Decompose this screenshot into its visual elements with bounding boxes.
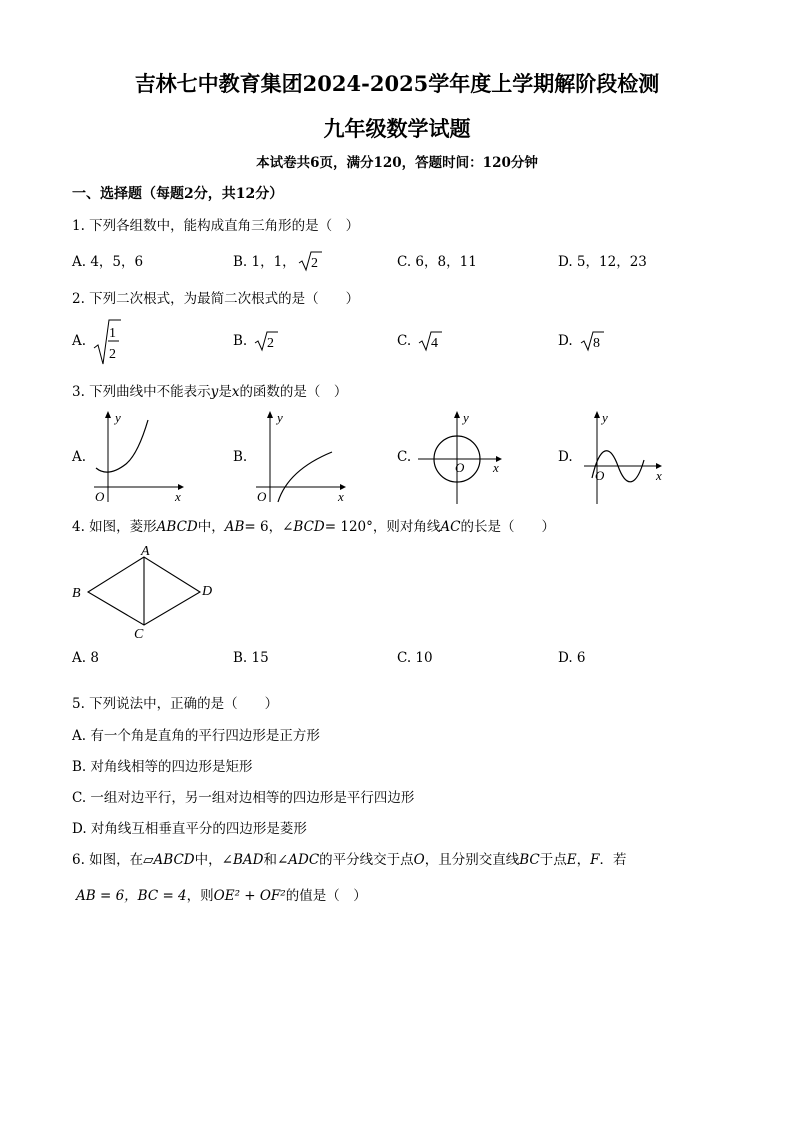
q5-option-c: C. 一组对边平行，另一组对边相等的四边形是平行四边形 — [72, 790, 415, 806]
q4-stem-part: = 6， — [244, 519, 283, 535]
q4-stem-part: 中， — [197, 519, 225, 535]
q6-text: 6. 如图，在 — [72, 852, 144, 868]
q2-a-denominator: 2 — [109, 347, 116, 362]
vertex-d-label: D — [202, 584, 213, 599]
q4-rhombus-figure — [70, 540, 220, 642]
exam-title: 吉林七中教育集团2024-2025学年度上学期解阶段检测 — [134, 71, 660, 96]
q4-ab: AB — [224, 519, 245, 535]
q6-text: 中， — [194, 852, 222, 868]
q2-option-d-radical — [580, 330, 606, 352]
q5-option-b: B. 对角线相等的四边形是矩形 — [72, 759, 253, 775]
sqrt-symbol — [298, 250, 322, 272]
radical-sign — [298, 250, 322, 272]
q1-option-c: C. 6，8，11 — [397, 254, 477, 270]
q6-text: ，且分别交直线 — [424, 852, 520, 868]
q6-angle-bad: ∠BAD — [221, 852, 264, 868]
q2-option-a-label: A. — [72, 333, 87, 349]
exam-info: 本试卷共6页，满分120，答题时间：120分钟 — [256, 155, 538, 171]
q3-c-origin: O — [455, 460, 465, 475]
q3-b-x-label: x — [338, 489, 344, 504]
q4-option-d: D. 6 — [558, 650, 586, 666]
q2-option-b-radical — [254, 330, 280, 352]
q3-a-y-label: y — [115, 410, 121, 425]
q4-stem-part: 的长是（ ） — [460, 519, 555, 535]
q2-a-numerator: 1 — [109, 326, 116, 341]
q3-graph-d — [580, 408, 670, 504]
q2-option-b-label: B. — [233, 333, 248, 349]
q4-stem-part: 4. 如图，菱形 — [72, 519, 157, 535]
q6-text: 的值是（ ） — [285, 888, 367, 904]
vertex-b-label: B — [72, 586, 81, 601]
q3-b-origin: O — [257, 489, 267, 504]
q3-graph-b — [252, 408, 352, 504]
vertex-c-label: C — [134, 627, 144, 642]
q3-option-a-label: A. — [72, 449, 87, 465]
section-heading: 一、选择题（每题2分，共12分） — [72, 186, 284, 202]
q1-option-b-text: B. 1，1， — [233, 254, 296, 270]
q3-var-y: y — [210, 384, 219, 400]
q3-stem-part: 是 — [218, 384, 232, 400]
q3-graph-a — [88, 408, 188, 504]
q6-point-o: O — [413, 852, 425, 868]
q3-d-y-label: y — [602, 410, 608, 425]
q3-d-origin: O — [595, 468, 605, 483]
q3-b-y-label: y — [277, 410, 283, 425]
q3-a-origin: O — [95, 489, 105, 504]
q6-line-bc: BC — [519, 852, 540, 868]
question-4-stem — [72, 515, 555, 535]
q3-a-x-label: x — [175, 489, 181, 504]
q6-text: ， — [576, 852, 591, 868]
q4-option-c: C. 10 — [397, 650, 433, 666]
q3-var-x: x — [231, 384, 240, 400]
q2-c-radicand: 4 — [431, 336, 438, 351]
question-3-stem — [72, 380, 347, 400]
q4-option-b: B. 15 — [233, 650, 269, 666]
q6-text: ，则 — [186, 888, 214, 904]
q2-b-radicand: 2 — [267, 336, 274, 351]
q6-text: ．若 — [599, 852, 627, 868]
q5-option-d: D. 对角线互相垂直平分的四边形是菱形 — [72, 821, 307, 837]
vertex-a-label: A — [141, 544, 150, 559]
q4-abcd: ABCD — [156, 519, 198, 535]
q4-ac: AC — [440, 519, 461, 535]
q1-option-d: D. 5，12，23 — [558, 254, 647, 270]
question-5-stem: 5. 下列说法中，正确的是（ ） — [72, 696, 279, 712]
q6-angle-adc: ∠ADC — [276, 852, 320, 868]
question-6-line-1 — [72, 848, 627, 868]
q3-stem-part: 的函数的是（ ） — [239, 384, 348, 400]
q6-parallelogram: ▱ABCD — [143, 852, 195, 868]
q5-option-a: A. 有一个角是直角的平行四边形是正方形 — [72, 728, 320, 744]
q4-stem-part: = 120°，则对角线 — [324, 519, 441, 535]
q3-c-y-label: y — [463, 410, 469, 425]
q6-expression: OE² + OF² — [213, 888, 286, 904]
q2-option-c-radical — [418, 330, 444, 352]
q3-option-d-label: D. — [558, 449, 573, 465]
q6-point-f: F — [590, 852, 600, 868]
q6-text: 的平分线交于点 — [319, 852, 414, 868]
q2-option-d-label: D. — [558, 333, 573, 349]
question-1-stem: 1. 下列各组数中，能构成直角三角形的是（ ） — [72, 218, 360, 234]
q6-text: 和 — [263, 852, 277, 868]
q2-d-radicand: 8 — [593, 336, 600, 351]
q6-text: 于点 — [539, 852, 567, 868]
question-6-line-2 — [76, 884, 367, 904]
q4-angle: ∠BCD — [282, 519, 325, 535]
q2-option-a-radical — [92, 318, 122, 366]
question-2-stem: 2. 下列二次根式，为最简二次根式的是（ ） — [72, 291, 360, 307]
q3-d-x-label: x — [656, 468, 662, 483]
q4-option-a: A. 8 — [72, 650, 99, 666]
exam-subtitle: 九年级数学试题 — [323, 116, 471, 141]
q1-option-a: A. 4，5，6 — [72, 254, 144, 270]
q3-option-b-label: B. — [233, 449, 248, 465]
q3-c-x-label: x — [493, 460, 499, 475]
q3-option-c-label: C. — [397, 449, 412, 465]
q3-stem-part: 3. 下列曲线中不能表示 — [72, 384, 211, 400]
q6-given: AB = 6，BC = 4 — [76, 888, 187, 904]
q6-point-e: E — [566, 852, 577, 868]
q1-b-radicand: 2 — [310, 256, 318, 271]
q1-option-b — [233, 250, 322, 272]
q2-option-c-label: C. — [397, 333, 412, 349]
q3-graph-c — [414, 408, 514, 504]
